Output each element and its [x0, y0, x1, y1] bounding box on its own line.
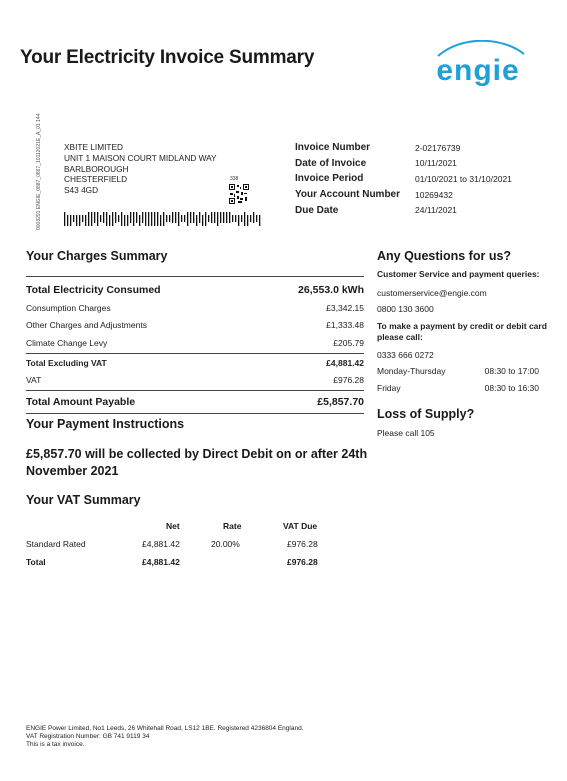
questions-section	[377, 249, 552, 438]
charge-item-label: Climate Change Levy	[26, 337, 108, 348]
hours-days: Friday	[377, 382, 401, 393]
customer-address	[64, 142, 217, 196]
charge-item-value: £1,333.48	[326, 320, 364, 331]
vat-col-header: VAT Due	[283, 521, 318, 531]
footer	[26, 725, 304, 749]
consumed-value: 26,553.0 kWh	[298, 283, 364, 296]
charge-item-value: £3,342.15	[326, 302, 364, 313]
charge-item-value: £205.79	[333, 337, 364, 348]
address-line: UNIT 1 MAISON COURT MIDLAND WAY	[64, 152, 217, 163]
vat-col-header: Rate	[223, 521, 242, 531]
service-phone: 0800 130 3600	[377, 303, 434, 314]
payment-instruction-text: £5,857.70 will be collected by Direct Debit on or after 24th November 2021	[26, 447, 368, 478]
vat-row-label: Total	[26, 557, 46, 567]
vat-due-value: £976.28	[287, 557, 318, 567]
invoice-period-value: 01/10/2021 to 31/10/2021	[415, 173, 512, 184]
excl-vat-value: £4,881.42	[326, 357, 364, 368]
invoice-number-label: Invoice Number	[295, 142, 371, 154]
invoice-period-label: Invoice Period	[295, 173, 364, 185]
consumed-label: Total Electricity Consumed	[26, 283, 161, 296]
opening-hours-row	[377, 366, 539, 376]
supply-heading: Loss of Supply?	[377, 406, 475, 421]
hours-days: Monday-Thursday	[377, 365, 446, 376]
invoice-date-row	[295, 156, 512, 172]
payable-value: £5,857.70	[317, 395, 364, 408]
vat-col-header: Net	[166, 521, 180, 531]
qr-number: 338	[230, 176, 239, 182]
engie-logo	[416, 40, 540, 86]
vat-net-value: £4,881.42	[142, 557, 180, 567]
postal-barcode	[64, 212, 264, 226]
account-number-row	[295, 187, 512, 203]
charge-item	[26, 317, 364, 335]
address-line: BARLBOROUGH	[64, 163, 129, 174]
due-date-label: Due Date	[295, 204, 339, 216]
opening-hours-row	[377, 383, 539, 393]
card-payment-label: To make a payment by credit or debit card please call:	[377, 320, 547, 342]
address-line: CHESTERFIELD	[64, 174, 128, 185]
vat-summary-heading: Your VAT Summary	[26, 493, 141, 507]
card-payment-phone: 0333 666 0272	[377, 349, 434, 360]
invoice-number-row	[295, 140, 512, 156]
svg-text:engie: engie	[436, 54, 520, 86]
vat-rate-value: 20.00%	[211, 539, 240, 549]
footer-line: ENGIE Power Limited, No1 Leeds, 26 Whitehall Road, LS12 1BE. Registered 4236804 England.	[26, 725, 304, 732]
divider	[26, 413, 364, 414]
service-label: Customer Service and payment queries:	[377, 269, 540, 279]
vat-due-value: £976.28	[287, 539, 318, 549]
vat-label: VAT	[26, 374, 42, 385]
hours-time: 08:30 to 17:00	[484, 365, 539, 376]
charge-item	[26, 334, 364, 352]
excl-vat-label: Total Excluding VAT	[26, 357, 107, 368]
vat-net-value: £4,881.42	[142, 539, 180, 549]
invoice-number-value: 2-02176739	[415, 142, 461, 153]
charges-heading: Your Charges Summary	[26, 249, 168, 263]
invoice-date-label: Date of Invoice	[295, 157, 367, 169]
qr-code	[229, 184, 249, 204]
supply-text: Please call 105	[377, 427, 435, 438]
charge-item-label: Other Charges and Adjustments	[26, 320, 147, 331]
payment-heading: Your Payment Instructions	[26, 417, 185, 431]
hours-time: 08:30 to 16:30	[484, 382, 539, 393]
payable-row	[26, 392, 364, 412]
due-date-row	[295, 202, 512, 218]
vat-value: £976.28	[333, 374, 364, 385]
questions-heading: Any Questions for us?	[377, 249, 512, 263]
footer-line: VAT Registration Number: GB 741 9119 34	[26, 733, 150, 740]
address-line: XBITE LIMITED	[64, 142, 124, 152]
address-line: S43 4GD	[64, 185, 99, 196]
consumed-row	[26, 280, 364, 299]
account-number-value: 10269432	[415, 189, 453, 200]
invoice-date-value: 10/11/2021	[415, 158, 457, 169]
service-email: customerservice@engie.com	[377, 287, 487, 298]
charge-item-label: Consumption Charges	[26, 302, 111, 313]
divider	[26, 276, 364, 277]
charge-item	[26, 299, 364, 317]
vat-row	[26, 372, 364, 388]
page-title: Your Electricity Invoice Summary	[20, 47, 315, 68]
payable-label: Total Amount Payable	[26, 395, 136, 408]
invoice-details	[295, 140, 512, 218]
footer-line: This is a tax invoice.	[26, 741, 85, 748]
invoice-period-row	[295, 171, 512, 187]
print-reference-code: 0003291 ENGIE_0887_0867_10112021E_A_01 144	[36, 113, 42, 230]
vat-row-label: Standard Rated	[26, 539, 86, 549]
account-number-label: Your Account Number	[295, 189, 401, 201]
due-date-value: 24/11/2021	[415, 205, 457, 216]
charges-summary	[26, 249, 364, 414]
divider	[26, 390, 364, 391]
excl-vat-row	[26, 354, 364, 372]
